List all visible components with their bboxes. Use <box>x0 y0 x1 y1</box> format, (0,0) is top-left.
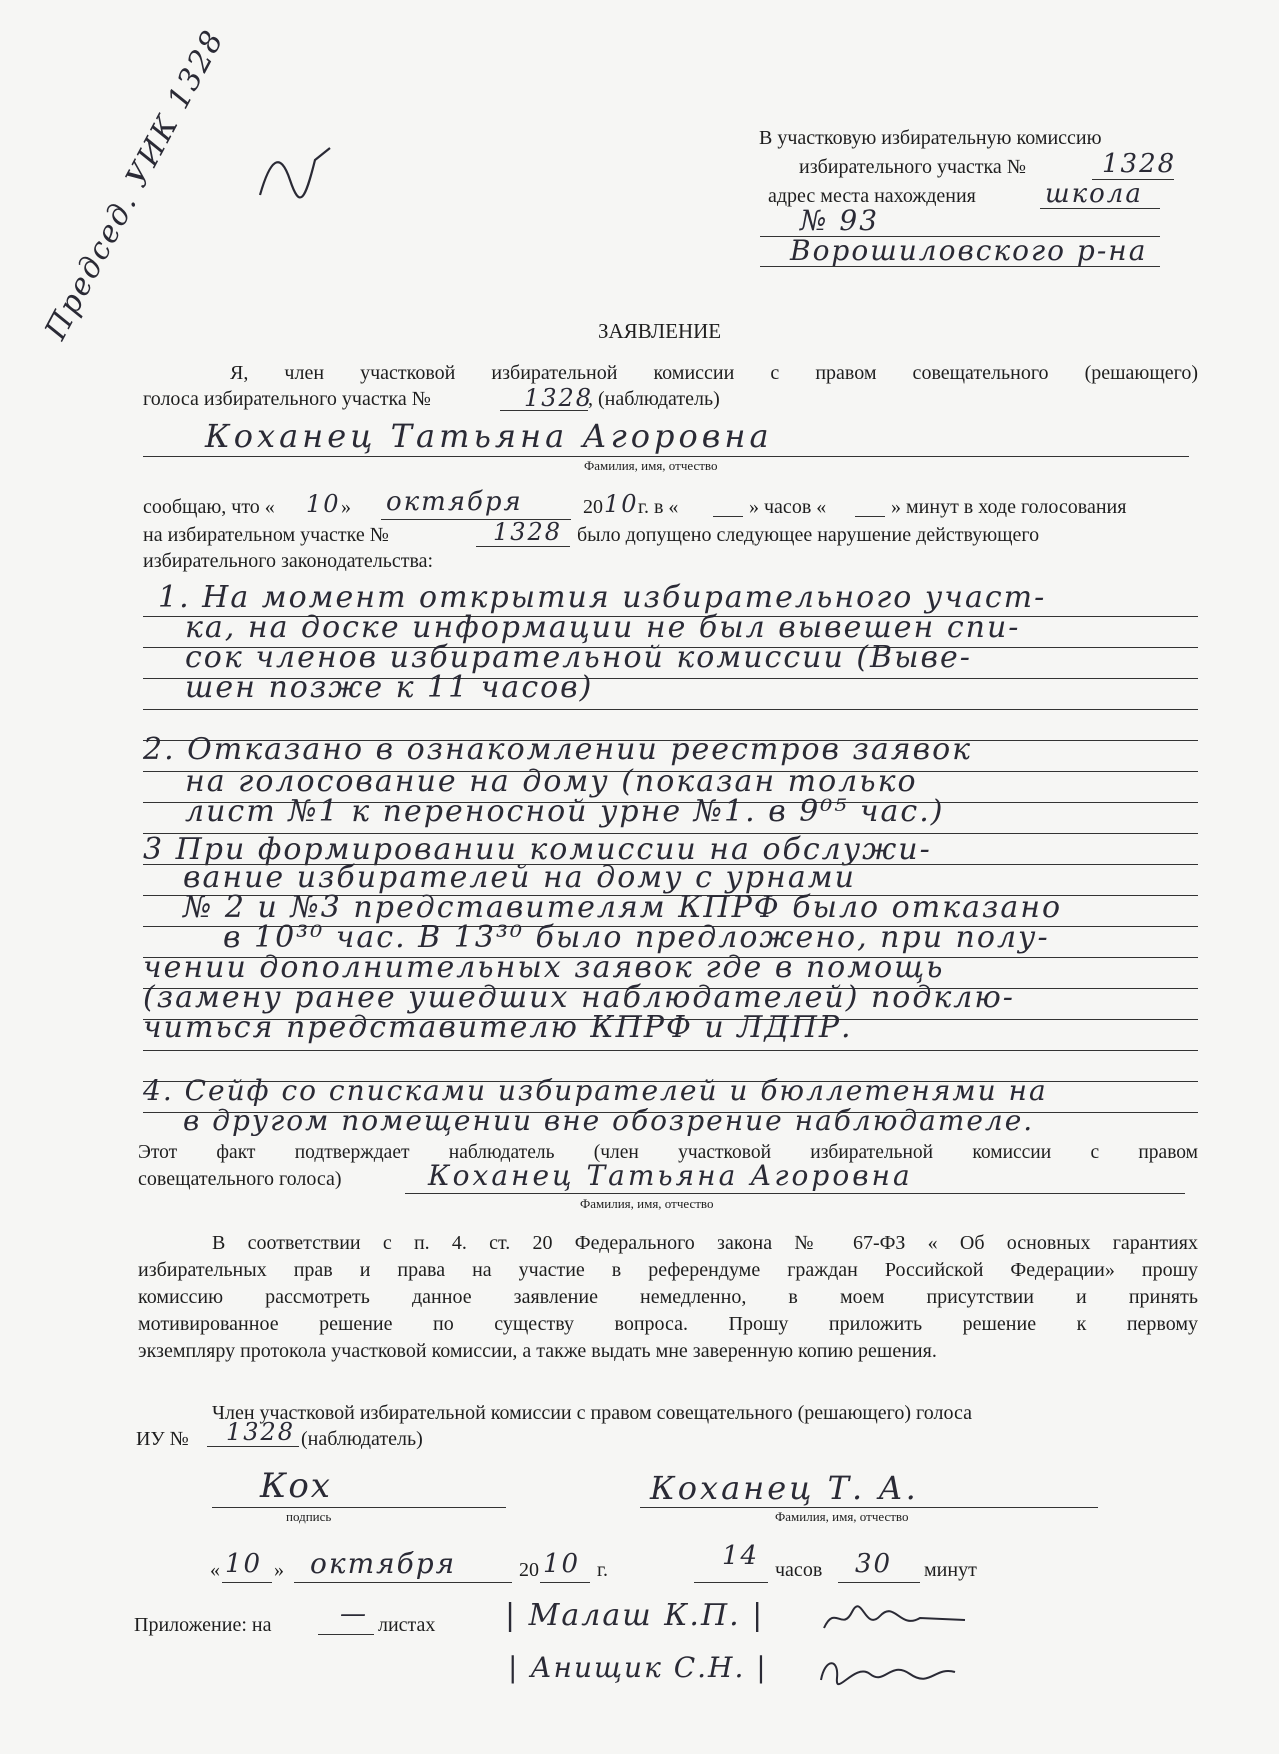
signature-name-caption: Фамилия, имя, отчество <box>775 1509 909 1524</box>
violation-line: сок членов избирательной комиссии (Выве- <box>185 640 972 675</box>
document-title: ЗАЯВЛЕНИЕ <box>598 319 722 343</box>
intro-precinct-line <box>500 410 588 411</box>
violation-line: (замену ранее ушедших наблюдателей) подклю- <box>143 980 1015 1015</box>
confirm-line-2-prefix: совещательного голоса) <box>138 1168 342 1190</box>
address-district-value: Ворошиловского р-на <box>790 234 1148 267</box>
footer-date-close: » <box>274 1559 284 1581</box>
footer-date-month-line <box>294 1582 512 1583</box>
footer-date-hours-label: часов <box>775 1559 823 1581</box>
address-location-value: школа <box>1045 179 1143 209</box>
violation-line: в другом помещении вне обозрение наблюдателе. <box>183 1104 1035 1137</box>
signature-name-line <box>640 1507 1098 1508</box>
intro-name-value: Коханец Татьяна Агоровна <box>205 417 773 455</box>
confirm-name-caption: Фамилия, имя, отчество <box>580 1196 714 1211</box>
footer-date-day: 10 <box>225 1549 263 1579</box>
footer-date-year-suffix: г. <box>597 1559 608 1581</box>
intro-precinct-number: 1328 <box>524 384 594 412</box>
violation-line: № 2 и №3 представителям КПРФ было отказано <box>183 890 1063 925</box>
intro-line-1: Я, член участковой избирательной комиссии с правом совещательного (решающего) <box>230 362 1198 384</box>
violation-line: на голосование на дому (показан только <box>185 764 918 799</box>
member-iu-prefix: ИУ № <box>136 1428 189 1450</box>
member-iu-line <box>207 1446 299 1447</box>
violation-line: чении дополнительных заявок где в помощь <box>143 950 945 985</box>
margin-note: Председ. УИК 1328 <box>38 23 232 346</box>
witness-2-signature <box>815 1652 965 1693</box>
violations-block <box>143 572 1201 1137</box>
footer-date-month: октября <box>310 1547 457 1580</box>
attachment-line <box>318 1634 374 1635</box>
violation-line: шен позже к 11 часов) <box>185 670 594 705</box>
margin-signature <box>250 140 340 215</box>
footer-date-minutes-line <box>838 1582 920 1583</box>
attachment-value: — <box>340 1599 368 1629</box>
address-location-line <box>1040 208 1160 209</box>
violation-line: в 10³⁰ час. В 13³⁰ было предложено, при полу- <box>223 920 1050 955</box>
report-line-3: избирательного законодательства: <box>143 550 434 572</box>
violation-line: вание избирателей на дому с урнами <box>183 860 856 895</box>
attachment-prefix: Приложение: на <box>134 1614 272 1636</box>
footer-date-minutes-label: минут <box>924 1559 977 1581</box>
member-iu-suffix: (наблюдатель) <box>301 1428 423 1450</box>
intro-name-caption: Фамилия, имя, отчество <box>584 458 718 473</box>
signature-value: Кох <box>260 1466 332 1506</box>
intro-line-2-prefix: голоса избирательного участка № <box>143 388 431 410</box>
address-line-2-prefix: избирательного участка № <box>799 156 1026 178</box>
signature-name-value: Коханец Т. А. <box>650 1469 919 1507</box>
address-line-5 <box>760 266 1160 267</box>
signature-line <box>212 1507 506 1508</box>
report-line-1: сообщаю, что « 10 » октября 20 10 г. в « » часов « » минут в ходе голосования <box>143 487 1127 518</box>
violation-line: 2. Отказано в ознакомлении реестров заявок <box>143 732 973 767</box>
footer-date-open: « <box>210 1559 220 1581</box>
footer-date-year-prefix: 20 <box>519 1559 539 1581</box>
footer-date-year: 10 <box>543 1549 581 1579</box>
footer-date-hours-line <box>694 1582 768 1583</box>
member-iu-value: 1328 <box>226 1418 296 1446</box>
violation-line: ка, на доске информации не был вывешен спи- <box>185 610 1021 645</box>
violation-line: читься представителю КПРФ и ЛДПР. <box>143 1010 853 1045</box>
signature-caption: подпись <box>286 1509 332 1524</box>
member-line-1: Член участковой избирательной комиссии с правом совещательного (решающего) голоса <box>212 1402 972 1424</box>
footer-date-minutes: 30 <box>855 1549 893 1579</box>
witness-2: | Анищик С.Н. | <box>508 1651 768 1684</box>
confirm-line-1: Этот факт подтверждает наблюдатель (член участковой избирательной комиссии с правом <box>138 1142 1198 1163</box>
violation-line: 4. Сейф со списками избирателей и бюллетенями на <box>143 1074 1048 1107</box>
footer-date-day-line <box>222 1582 272 1583</box>
violation-line: 3 При формировании комиссии на обслужи- <box>143 832 932 867</box>
address-precinct-number: 1328 <box>1102 149 1177 179</box>
intro-name-line <box>143 456 1189 457</box>
footer-date-hours: 14 <box>722 1541 760 1571</box>
footer-date-year-line <box>540 1582 590 1583</box>
intro-line-2-suffix: , (наблюдатель) <box>588 388 720 410</box>
report-line-2: на избирательном участке № 1328 было допущено следующее нарушение действующего <box>143 518 1040 546</box>
confirm-name-value: Коханец Татьяна Агоровна <box>428 1159 913 1192</box>
witness-1-signature <box>820 1602 970 1643</box>
request-paragraph: В соответствии с п. 4. ст. 20 Федерального закона № 67-ФЗ « Об основных гарантиях избирательных прав и права на участие в референдуме граждан Российской Федерации» прошу комиссию рассмотреть данное заявление немедленно, в моем присутствии и принять мотивированное решение по существу вопроса. Прошу приложить решение к первому экземпляру протокола участковой комиссии, а также выдать мне заверенную копию решения. <box>138 1232 1198 1362</box>
violation-line: лист №1 к переносной урне №1. в 9⁰⁵ час.) <box>185 794 945 829</box>
address-line-1: В участковую избирательную комиссию <box>759 127 1102 149</box>
witness-1: | Малаш К.П. | <box>505 1598 765 1633</box>
confirm-name-line <box>405 1193 1185 1194</box>
address-line-3-prefix: адрес места нахождения <box>768 185 976 207</box>
attachment-suffix: листах <box>378 1614 436 1636</box>
address-school-number: № 93 <box>800 204 880 237</box>
violation-line: 1. На момент открытия избирательного участ- <box>158 580 1047 615</box>
